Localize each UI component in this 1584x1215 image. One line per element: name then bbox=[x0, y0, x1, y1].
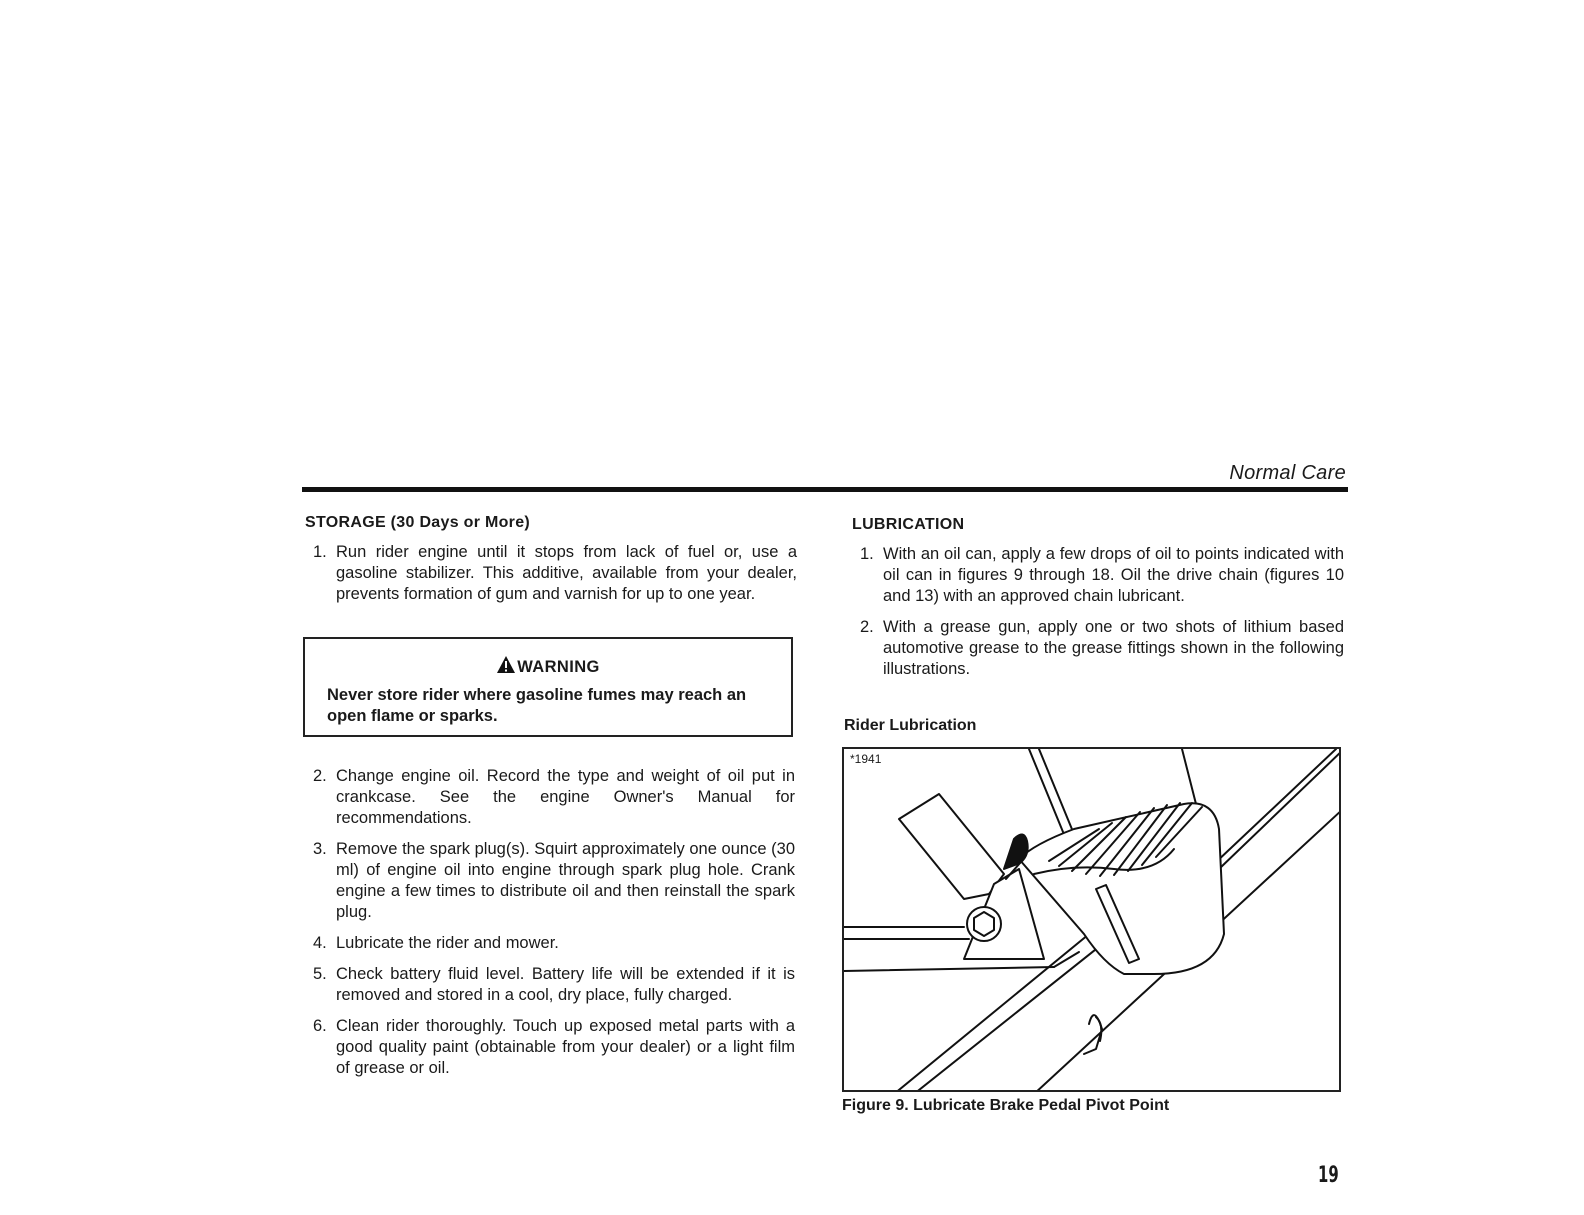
list-item bbox=[852, 617, 1344, 680]
lubrication-heading: LUBRICATION bbox=[852, 516, 965, 533]
item-text: Check battery fluid level. Battery life will be extended if it is removed and stored in a cool, dry place, fully charged. bbox=[336, 965, 795, 1004]
item-text: Clean rider thoroughly. Touch up exposed metal parts with a good quality paint (obtainable from your dealer) or a light film of grease or oil. bbox=[336, 1017, 795, 1077]
warning-box bbox=[303, 637, 793, 737]
warning-text: Never store rider where gasoline fumes may reach an open flame or sparks. bbox=[327, 686, 747, 725]
item-number: 2. bbox=[860, 618, 874, 636]
header-rule bbox=[302, 487, 1348, 492]
storage-column-continued bbox=[305, 766, 795, 1089]
brake-pedal-illustration bbox=[844, 749, 1341, 1092]
list-item bbox=[305, 1016, 795, 1079]
storage-list-a bbox=[305, 542, 797, 605]
storage-heading: STORAGE (30 Days or More) bbox=[305, 514, 531, 531]
item-text: With an oil can, apply a few drops of oil to points indicated with oil can in figures 9 through 18. Oil the drive chain (figures 10 and 13) with an approved chain lubricant. bbox=[883, 545, 1344, 605]
item-number: 1. bbox=[313, 543, 327, 561]
rider-lubrication-subheading: Rider Lubrication bbox=[844, 717, 977, 734]
storage-list-b bbox=[305, 766, 795, 1079]
section-title: Normal Care bbox=[1229, 462, 1346, 484]
warning-label: WARNING bbox=[517, 658, 600, 676]
lubrication-column bbox=[852, 514, 1344, 690]
item-number: 5. bbox=[313, 965, 327, 983]
item-text: With a grease gun, apply one or two shots of lithium based automotive grease to the grease fittings shown in the following illustrations. bbox=[883, 618, 1344, 678]
list-item bbox=[305, 766, 795, 829]
warning-heading bbox=[305, 655, 791, 677]
warning-triangle-icon bbox=[496, 655, 516, 674]
list-item bbox=[305, 964, 795, 1006]
item-text: Change engine oil. Record the type and weight of oil put in crankcase. See the engine Owner's Manual for recommendations. bbox=[336, 767, 795, 827]
list-item bbox=[852, 544, 1344, 607]
lubrication-list bbox=[852, 544, 1344, 680]
item-number: 1. bbox=[860, 545, 874, 563]
list-item bbox=[305, 839, 795, 923]
list-item bbox=[305, 933, 795, 954]
figure-caption: Figure 9. Lubricate Brake Pedal Pivot Point bbox=[842, 1097, 1170, 1114]
list-item bbox=[305, 542, 797, 605]
item-text: Remove the spark plug(s). Squirt approximately one ounce (30 ml) of engine oil into engine through spark plug hole. Crank engine a few times to distribute oil and then reinstall the spark plug. bbox=[336, 840, 795, 921]
item-text: Lubricate the rider and mower. bbox=[336, 934, 559, 952]
item-text: Run rider engine until it stops from lack of fuel or, use a gasoline stabilizer. This additive, available from your dealer, prevents formation of gum and varnish for up to one year. bbox=[336, 543, 797, 603]
item-number: 2. bbox=[313, 767, 327, 785]
item-number: 4. bbox=[313, 934, 327, 952]
page-number: 19 bbox=[1318, 1163, 1339, 1188]
item-number: 3. bbox=[313, 840, 327, 858]
figure-id-label: *1941 bbox=[850, 752, 882, 766]
figure-9 bbox=[842, 747, 1341, 1092]
storage-column bbox=[305, 512, 797, 615]
item-number: 6. bbox=[313, 1017, 327, 1035]
